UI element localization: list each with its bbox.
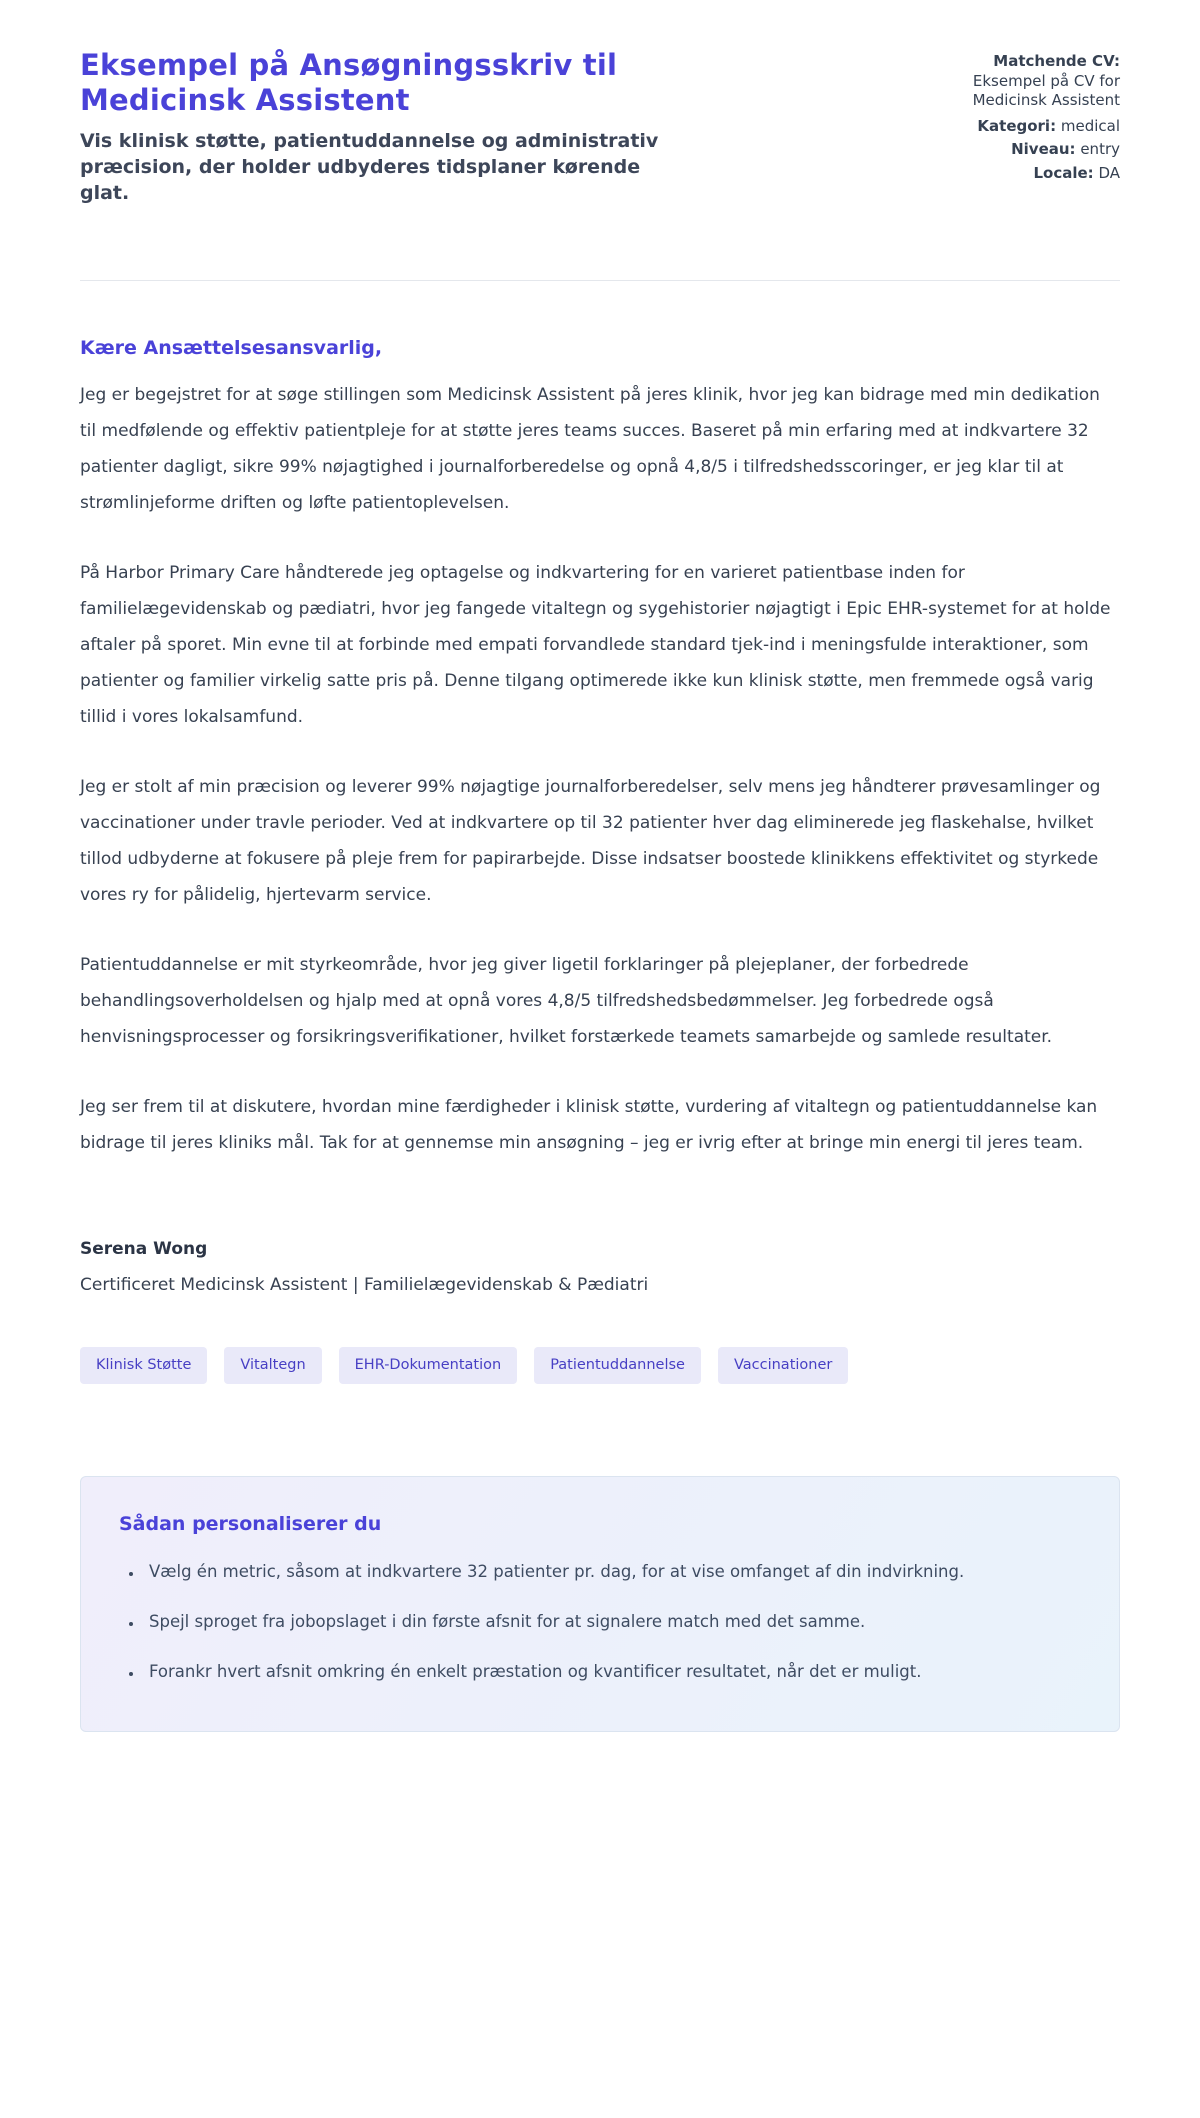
signature-title: Certificeret Medicinsk Assistent | Familielægevidenskab & Pædiatri bbox=[80, 1275, 649, 1296]
meta-locale bbox=[902, 164, 1120, 184]
header-divider bbox=[80, 280, 1120, 281]
meta-level-value: entry bbox=[1080, 140, 1120, 158]
letter-greeting: Kære Ansættelsesansvarlig, bbox=[80, 337, 383, 360]
tip-item-3: • Forankr hvert afsnit omkring én enkelt præstation og kvantificer resultatet, når det er muligt. bbox=[143, 1655, 1063, 1689]
skill-tag-ehr-dokumentation: EHR-Dokumentation bbox=[339, 1347, 518, 1384]
skill-tag-vitaltegn: Vitaltegn bbox=[224, 1347, 321, 1384]
meta-level-label: Niveau: bbox=[1011, 140, 1076, 158]
signature bbox=[80, 1239, 1120, 1295]
meta-category-value: medical bbox=[1060, 116, 1120, 135]
meta-matching-cv-value: Eksempel på CV for Medicinsk Assistent bbox=[972, 71, 1120, 109]
meta-locale-label: Locale: bbox=[1033, 163, 1094, 182]
meta-locale-value: DA bbox=[1098, 163, 1120, 182]
skill-tag-patientuddannelse: Patientuddannelse bbox=[534, 1347, 701, 1384]
page-header bbox=[80, 48, 1120, 206]
skill-tag-klinisk-stotte: Klinisk Støtte bbox=[80, 1347, 207, 1384]
tips-heading: Sådan personaliserer du bbox=[119, 1512, 382, 1535]
meta-matching-cv-label: Matchende CV: bbox=[993, 52, 1120, 70]
personalization-tips-box bbox=[80, 1476, 1120, 1732]
page-title: Eksempel på Ansøgningsskriv til Medicinsk Assistent bbox=[80, 48, 618, 117]
letter-paragraph-1: Jeg er begejstret for at søge stillingen som Medicinsk Assistent på jeres klinik, hvor jeg kan bidrage med min dedikation til medfølende og effektiv patientpleje for at støtte jeres teams succes. Baseret på min erfaring med at indkvartere 32 patienter dagligt, sikre 99% nøjagtighed i journalforberedelse og opnå 4,8/5 i tilfredshedsscoringer, er jeg klar til at strømlinjeforme driften og løfte patientoplevelsen. bbox=[80, 385, 1100, 514]
letter-paragraph-5: Jeg ser frem til at diskutere, hvordan mine færdigheder i klinisk støtte, vurdering af vitaltegn og patientuddannelse kan bidrage til jeres kliniks mål. Tak for at gennemse min ansøgning – jeg er ivrig efter at bringe min energi til jeres team. bbox=[80, 1097, 1098, 1154]
tips-list bbox=[119, 1555, 1081, 1689]
tip-item-1: • Vælg én metric, såsom at indkvartere 32 patienter pr. dag, for at vise omfanget af din indvirkning. bbox=[143, 1555, 1063, 1589]
signature-name: Serena Wong bbox=[80, 1239, 208, 1260]
tip-item-2: • Spejl sproget fra jobopslaget i din første afsnit for at signalere match med det samme. bbox=[143, 1605, 1063, 1639]
letter-body bbox=[80, 337, 1120, 1732]
header-title-block bbox=[80, 48, 690, 206]
meta-category-label: Kategori: bbox=[977, 116, 1057, 135]
letter-paragraph-4: Patientuddannelse er mit styrkeområde, hvor jeg giver ligetil forklaringer på plejeplaner, der forbedrede behandlingsoverholdelsen og hjalp med at opnå vores 4,8/5 tilfredshedsbedømmelser. Jeg forbedrede også henvisningsprocesser og forsikringsverifikationer, hvilket forstærkede teamets samarbejde og samlede resultater. bbox=[80, 955, 1053, 1048]
skill-tags bbox=[80, 1347, 1120, 1384]
meta-category bbox=[902, 117, 1120, 137]
meta-level bbox=[902, 140, 1120, 160]
skill-tag-vaccinationer: Vaccinationer bbox=[718, 1347, 848, 1384]
letter-paragraph-2: På Harbor Primary Care håndterede jeg optagelse og indkvartering for en varieret patientbase inden for familielægevidenskab og pædiatri, hvor jeg fangede vitaltegn og sygehistorier nøjagtigt i Epic EHR-systemet for at holde aftaler på sporet. Min evne til at forbinde med empati forvandlede standard tjek-ind i meningsfulde interaktioner, som patienter og familier virkelig satte pris på. Denne tilgang optimerede ikke kun klinisk støtte, men fremmede også varig tillid i vores lokalsamfund. bbox=[80, 563, 1111, 728]
letter-paragraph-3: Jeg er stolt af min præcision og leverer 99% nøjagtige journalforberedelser, selv mens jeg håndterer prøvesamlinger og vaccinationer under travle perioder. Ved at indkvartere op til 32 patienter hver dag eliminerede jeg flaskehalse, hvilket tillod udbyderne at fokusere på pleje frem for papirarbejde. Disse indsatser boostede klinikkens effektivitet og styrkede vores ry for pålidelig, hjertevarm service. bbox=[80, 777, 1101, 906]
header-meta bbox=[902, 48, 1120, 187]
page-subtitle: Vis klinisk støtte, patientuddannelse og administrativ præcision, der holder udbyderes tidsplaner kørende glat. bbox=[80, 129, 659, 205]
meta-matching-cv bbox=[902, 52, 1120, 111]
